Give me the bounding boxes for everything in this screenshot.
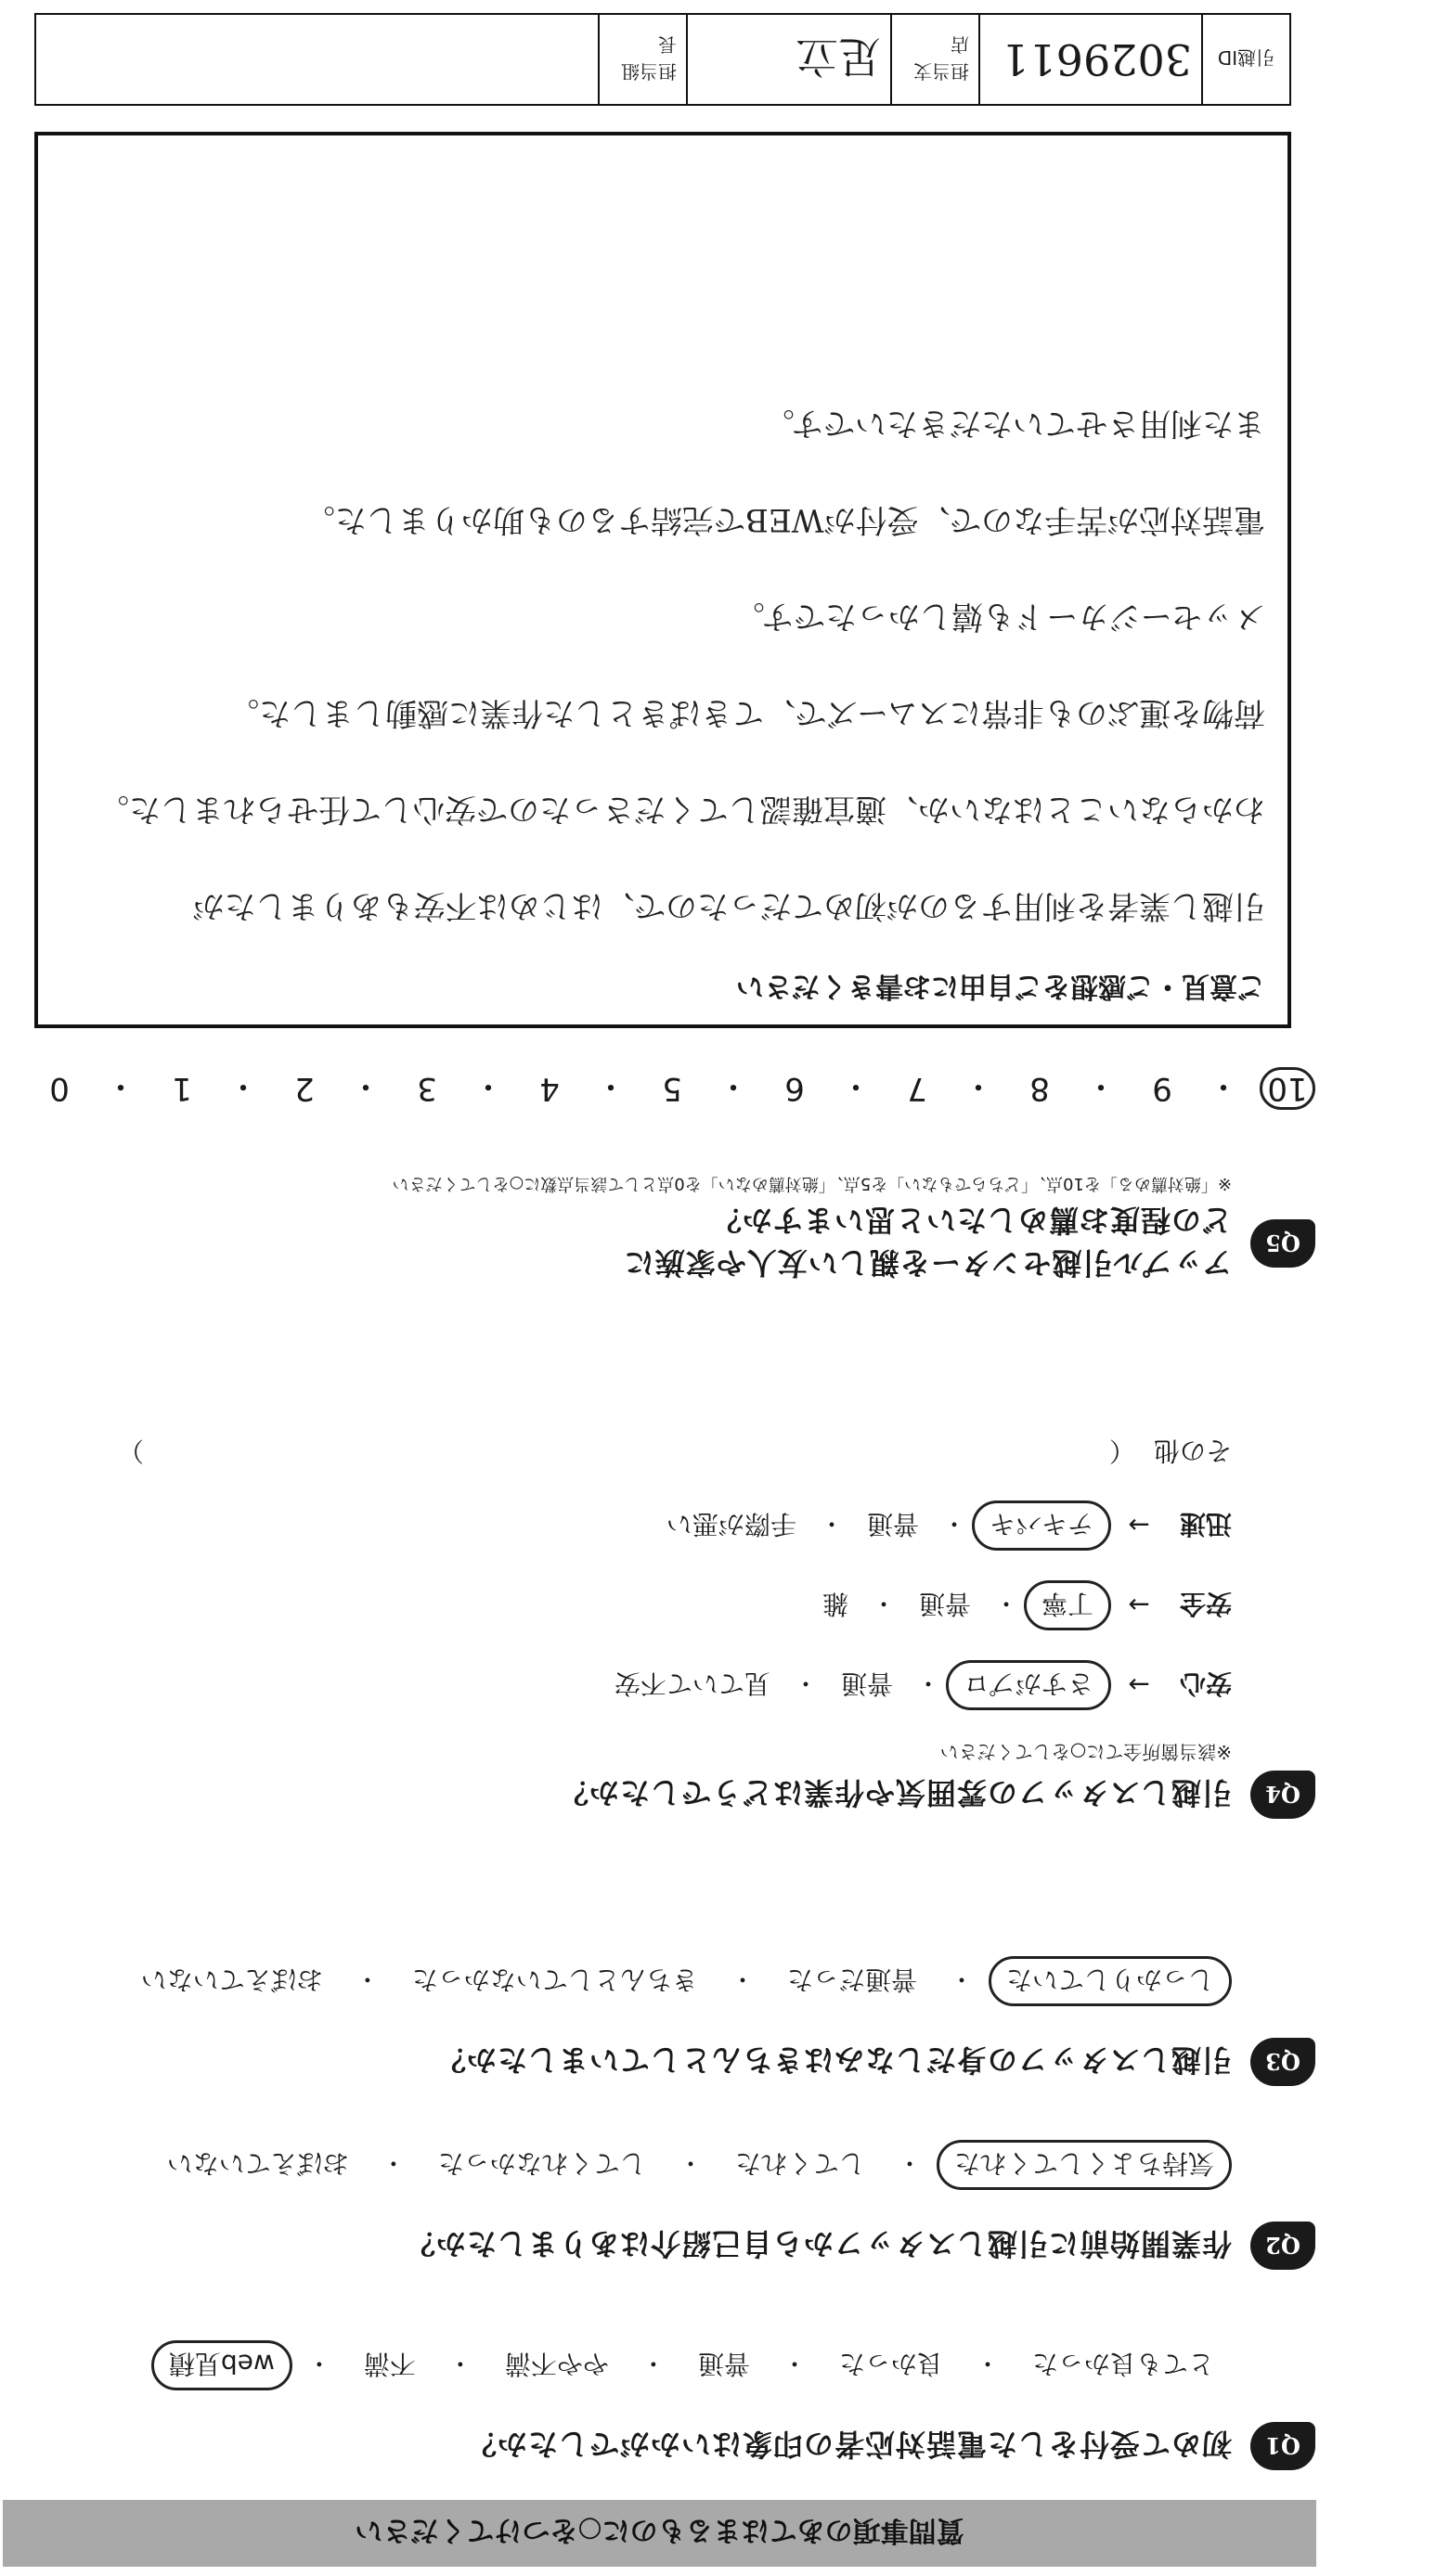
manager-label: 担当組長 (598, 15, 686, 104)
question-3 (34, 1956, 1315, 2086)
score-option[interactable]: 9 (1152, 1070, 1172, 1108)
q5-note: ※「絶対薦める」を10点、「どちらでもない」を5点、「絶対薦めない」を0点として該当点数に○をしてください (392, 1174, 1232, 1193)
q4-badge: Q4 (1250, 1771, 1315, 1819)
score-option[interactable]: 5 (662, 1070, 682, 1108)
q3-badge: Q3 (1250, 2038, 1315, 2086)
q5-badge: Q5 (1250, 1219, 1315, 1268)
score-option[interactable]: 4 (539, 1070, 560, 1108)
arrow-icon: → (1128, 1510, 1150, 1541)
q4-other-close: ） (117, 1436, 144, 1466)
q2-badge: Q2 (1250, 2222, 1315, 2270)
q3-option[interactable]: きちんとしていなかった (411, 1964, 698, 1995)
q2-option-selected[interactable]: 気持ちよくしてくれた (937, 2140, 1232, 2190)
q4-option-selected[interactable]: 丁寧 (1024, 1580, 1111, 1630)
q5-text-line1: アップル引越センターを親しい友人や家族に (623, 1245, 1232, 1281)
q4-row-anshin: 安心 → さすがプロ ・ 普通 ・ 見ていて不安 (34, 1660, 1232, 1710)
q2-option[interactable]: してくれた (734, 2148, 865, 2179)
move-id-label: 引越ID (1201, 15, 1289, 104)
question-4 (34, 1434, 1315, 1819)
q1-option[interactable]: 不満 (363, 2349, 416, 2379)
q1-option[interactable]: 良かった (838, 2349, 943, 2379)
q2-option[interactable]: おぼえていない (166, 2148, 349, 2179)
q4-option-selected[interactable]: さすがプロ (946, 1660, 1111, 1710)
q4-text: 引越しスタッフの雰囲気や作業はどうでしたか？ (557, 1775, 1232, 1810)
q4-option-selected[interactable]: テキパキ (972, 1501, 1111, 1551)
q1-option[interactable]: やや不満 (504, 2349, 609, 2379)
q2-options: 気持ちよくしてくれた ・ してくれた ・ してくれなかった ・ おぼえていない (34, 2140, 1232, 2190)
q4-option[interactable]: 雑 (822, 1589, 848, 1619)
q3-option[interactable]: おぼえていない (140, 1964, 323, 1995)
question-2 (34, 2140, 1315, 2270)
comments-box[interactable] (34, 132, 1291, 1028)
branch-value: 足立 (686, 15, 890, 104)
comment-line: また利用させていただきたいです。 (762, 405, 1265, 442)
score-option[interactable]: 8 (1029, 1070, 1050, 1108)
arrow-icon: → (1128, 1669, 1150, 1701)
question-5 (34, 1173, 1315, 1286)
q2-option[interactable]: してくれなかった (437, 2148, 646, 2179)
comment-line: メッセージカードも嬉しかったです。 (732, 598, 1265, 635)
q5-score-scale: 10 ・ 9 ・ 8 ・ 7 ・ 6 ・ 5 ・ 4 ・ 3 ・ 2 ・ 1 ・ 0 (34, 1066, 1315, 1112)
q4-row-label: 安心 (1179, 1668, 1232, 1699)
q4-other (34, 1434, 1232, 1471)
q1-badge: Q1 (1250, 2422, 1315, 2470)
q3-option-selected[interactable]: しっかりしていた (989, 1956, 1232, 2006)
q4-option[interactable]: 見ていて不安 (614, 1668, 770, 1699)
score-option[interactable]: 6 (784, 1070, 805, 1108)
q4-row-anzen: 安全 → 丁寧 ・ 普通 ・ 雑 (34, 1580, 1232, 1630)
q4-option[interactable]: 手際が悪い (666, 1509, 796, 1539)
q3-options: しっかりしていた ・ 普通だった ・ きちんとしていなかった ・ おぼえていない (34, 1956, 1232, 2006)
q1-option[interactable]: 普通 (697, 2349, 750, 2379)
branch-label: 担当支店 (890, 15, 978, 104)
q1-option-selected[interactable]: web見積 (151, 2340, 292, 2390)
score-option-selected[interactable]: 10 (1260, 1068, 1315, 1111)
q4-option[interactable]: 普通 (918, 1589, 971, 1619)
q1-option[interactable]: とても良かった (1031, 2349, 1214, 2379)
score-option[interactable]: 7 (907, 1070, 927, 1108)
q1-text: 初めて受付をした電話対応者の印象はいかがでしたか？ (465, 2427, 1232, 2462)
comment-line: 引越し業者を利用するのが初めてだったので、はじめは不安もありましたが (192, 887, 1265, 924)
q4-other-label: その他 (1153, 1436, 1232, 1466)
arrow-icon: → (1128, 1590, 1150, 1621)
comments-title: ご意見・ご感想をご自由にお書きください (736, 970, 1265, 1002)
q1-options: とても良かった ・ 良かった ・ 普通 ・ やや不満 ・ 不満 ・ web見積 (34, 2340, 1232, 2390)
instruction-banner: 質問事項のあてはまるものに○をつけてください (3, 2500, 1316, 2567)
handwritten-comments (38, 375, 1287, 954)
comment-line: わからないことはないか、適宜確認してくださったので安心して任せられました。 (97, 791, 1265, 828)
q2-text: 作業開始前に引越しスタッフから自己紹介はありましたか？ (404, 2226, 1232, 2261)
manager-value[interactable] (36, 15, 598, 104)
admin-footer (34, 13, 1291, 106)
move-id-value: 3029611 (978, 15, 1201, 104)
q4-row-label: 安全 (1179, 1589, 1232, 1619)
q4-option[interactable]: 普通 (866, 1509, 919, 1539)
q4-other-open: （ (1108, 1436, 1135, 1466)
comment-line: 荷物を運ぶのも非常にスムーズで、てきぱきとした作業に感動しました。 (227, 694, 1265, 731)
q4-note: ※該当箇所全てに○をしてください (939, 1741, 1232, 1763)
score-option[interactable]: 3 (417, 1070, 437, 1108)
score-option[interactable]: 2 (294, 1070, 315, 1108)
score-option[interactable]: 1 (172, 1070, 192, 1108)
q4-row-label: 迅速 (1179, 1509, 1232, 1539)
comment-line: 電話対応が苦手なので、受付がWEBで完結するのも助かりました。 (303, 501, 1265, 538)
score-option[interactable]: 0 (49, 1070, 70, 1108)
q4-option[interactable]: 普通 (840, 1668, 893, 1699)
q5-text-line2: どの程度お薦めしたいと思いますか？ (710, 1203, 1232, 1238)
q3-option[interactable]: 普通だった (786, 1964, 917, 1995)
q3-text: 引越しスタッフの身だしなみはきちんとしていましたか？ (434, 2042, 1232, 2078)
question-1 (34, 2340, 1315, 2470)
q4-row-jinsoku: 迅速 → テキパキ ・ 普通 ・ 手際が悪い (34, 1501, 1232, 1551)
